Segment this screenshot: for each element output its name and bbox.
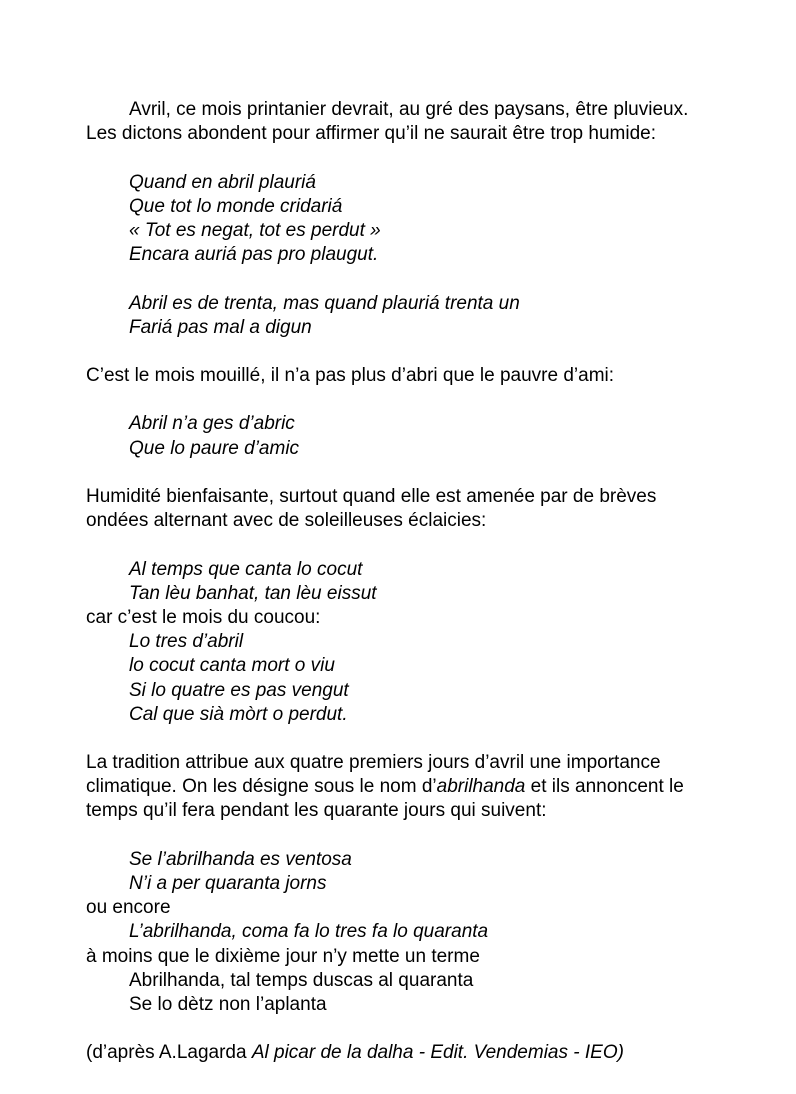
paragraph-line: car c’est le mois du coucou:	[86, 606, 321, 628]
verse-line: Que tot lo monde cridariá	[129, 195, 343, 217]
verse-line: Quand en abril plauriá	[129, 171, 316, 193]
paragraph-line: Les dictons abondent pour affirmer qu’il ne saurait être trop humide:	[86, 123, 656, 145]
verse-line: L’abrilhanda, coma fa lo tres fa lo quaranta	[129, 921, 489, 943]
paragraph-line: à moins que le dixième jour n’y mette un terme	[86, 945, 480, 967]
citation-work: Al picar de la dalha - Edit. Vendemias - IEO)	[251, 1042, 624, 1064]
verse-line: Abril es de trenta, mas quand plauriá trenta un	[129, 292, 520, 314]
paragraph-line: temps qu’il fera pendant les quarante jours qui suivent:	[86, 800, 547, 822]
verse-line: N’i a per quaranta jorns	[129, 873, 327, 894]
paragraph-line: ou encore	[86, 897, 171, 919]
paragraph-line: La tradition attribue aux quatre premiers jours d’avril une importance	[86, 752, 661, 774]
paragraph-line	[86, 775, 766, 799]
term-abrilhanda: abrilhanda	[436, 776, 526, 798]
blank-line	[86, 146, 766, 170]
verse-line: lo cocut canta mort o viu	[129, 655, 335, 677]
paragraph-text: et ils annoncent le	[525, 776, 684, 798]
verse-line: Que lo paure d’amic	[129, 437, 300, 459]
blank-line	[86, 461, 766, 485]
document-body	[86, 98, 766, 1066]
blank-line	[86, 824, 766, 848]
paragraph-line: ondées alternant avec de soleilleuses éclaicies:	[86, 510, 487, 532]
verse-line: Lo tres d’abril	[129, 631, 244, 653]
paragraph-line: Humidité bienfaisante, surtout quand elle est amenée par de brèves	[86, 486, 657, 507]
paragraph-line: C’est le mois mouillé, il n’a pas plus d’abri que le pauvre d’ami:	[86, 365, 615, 387]
verse-line: Cal que sià mòrt o perdut.	[129, 703, 348, 725]
source-citation	[86, 1041, 766, 1065]
verse-line: Abrilhanda, tal temps duscas al quaranta	[129, 969, 474, 991]
blank-line	[86, 533, 766, 557]
blank-line	[86, 340, 766, 364]
verse-line: Se lo dètz non l’aplanta	[129, 993, 327, 1015]
paragraph-line: Avril, ce mois printanier devrait, au gré des paysans, être pluvieux.	[129, 99, 689, 120]
verse-line: Abril n’a ges d’abric	[129, 413, 295, 435]
verse-line: Si lo quatre es pas vengut	[129, 679, 349, 701]
verse-line: Se l’abrilhanda es ventosa	[129, 848, 352, 870]
verse-line: Fariá pas mal a digun	[129, 316, 312, 338]
verse-line: Tan lèu banhat, tan lèu eissut	[129, 582, 377, 604]
paragraph-text: climatique. On les désigne sous le nom d’	[86, 776, 437, 798]
verse-line: Al temps que canta lo cocut	[129, 558, 363, 580]
blank-line	[86, 267, 766, 291]
blank-line	[86, 727, 766, 751]
citation-prefix: (d’après A.Lagarda	[86, 1042, 252, 1064]
blank-line	[86, 388, 766, 412]
verse-line: « Tot es negat, tot es perdut »	[129, 219, 381, 241]
blank-line	[86, 1017, 766, 1041]
verse-line: Encara auriá pas pro plaugut.	[129, 244, 379, 266]
